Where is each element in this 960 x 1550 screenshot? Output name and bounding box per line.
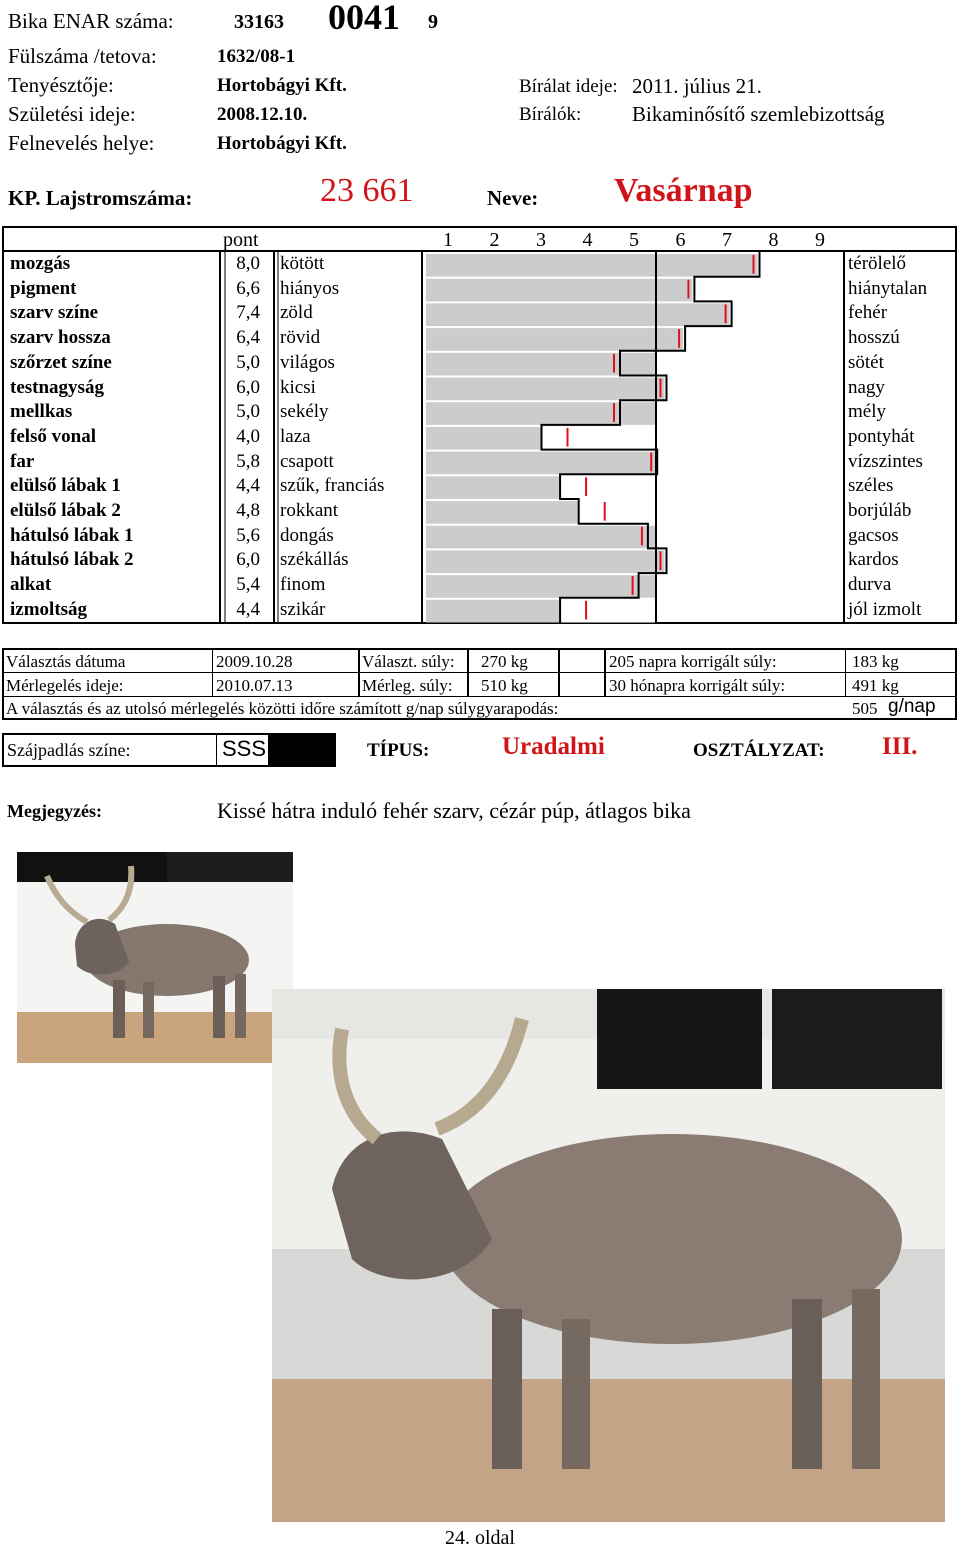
criterion-high-label: sötét [848,351,884,373]
criterion-low-label: kötött [280,253,325,274]
criterion-score: 5,8 [236,450,260,472]
criterion-name: far [10,450,35,472]
weighing-date-value: 2010.07.13 [216,676,293,695]
score-bar [542,427,657,450]
criterion-low-label: kicsi [280,376,316,398]
score-bar [560,600,656,623]
criterion-score: 5,6 [236,524,260,546]
criterion-score: 4,4 [236,475,260,497]
baseline-bar [426,526,656,549]
selection-weight-value: 270 kg [481,652,528,671]
criterion-high-label: gacsos [848,524,899,546]
criterion-low-label: csapott [280,450,334,472]
criterion-low-label: rokkant [280,500,339,521]
criterion-score: 6,4 [236,327,260,349]
weights-col-line [212,648,213,696]
palate-color-swatch [270,733,336,767]
palate-label: Szájpadlás színe: [7,740,131,760]
criterion-high-label: térölelő [848,253,907,274]
class-value: III. [882,733,918,760]
page-number: 24. oldal [445,1527,515,1549]
criterion-high-label: pontyhát [848,425,915,447]
criterion-low-label: laza [280,425,311,447]
judged-date-label: Bírálat ideje: [519,76,618,97]
selection-weight-label: Választ. súly: [362,652,455,671]
note-text: Kissé hátra induló fehér szarv, cézár púp, átlagos bika [217,798,691,823]
weighing-weight-label: Mérleg. súly: [362,676,453,695]
criterion-high-label: hiánytalan [848,277,928,299]
criterion-name: hátulsó lábak 2 [10,549,134,571]
class-label: OSZTÁLYZAT: [693,740,825,761]
weights-col-line [604,648,606,696]
corrected-205-value: 183 kg [852,652,899,671]
criterion-high-label: mély [848,401,886,423]
weights-col-line [558,648,560,696]
daily-gain-value: 505 [852,699,878,718]
criterion-name: izmoltság [10,598,88,620]
birth-date-label: Születési ideje: [8,102,136,126]
criterion-score: 6,6 [236,277,260,299]
criterion-high-label: borjúláb [848,500,912,521]
criterion-high-label: durva [848,574,892,596]
enar-number-2: 0041 [328,0,400,37]
score-bar [560,476,656,499]
criterion-name: felső vonal [10,425,97,447]
scale-label: 7 [722,229,732,251]
scale-label: 4 [582,229,593,251]
criterion-high-label: széles [848,475,894,497]
weighing-date-label: Mérlegelés ideje: [6,676,124,695]
criterion-score: 5,0 [236,351,260,373]
enar-number-1: 33163 [234,11,284,33]
criterion-low-label: sekély [280,401,329,423]
criterion-low-label: szikár [280,598,326,620]
palate-value: SSS [222,736,267,761]
type-value: Uradalmi [502,733,605,760]
criterion-low-label: zöld [280,302,313,324]
criterion-low-label: szűk, franciás [280,475,385,497]
criterion-low-label: világos [280,351,335,373]
criterion-high-label: fehér [848,302,888,324]
scale-label: 1 [443,229,453,251]
score-bar [656,254,758,277]
scale-label: 3 [536,229,546,251]
corrected-205-label: 205 napra korrigált súly: [609,652,777,671]
criterion-high-label: hosszú [848,327,900,349]
selection-date-value: 2009.10.28 [216,652,293,671]
criterion-high-label: kardos [848,549,899,571]
scale-label: 9 [815,229,825,251]
weights-divider-2 [2,696,957,697]
enar-label: Bika ENAR száma: [8,9,174,33]
animal-name: Vasárnap [614,172,753,209]
criterion-score: 5,4 [236,574,260,596]
name-label: Neve: [487,186,539,210]
weights-col-line [845,648,846,696]
breeder-label: Tenyésztője: [8,73,114,97]
weights-col-line [358,648,360,696]
criterion-score: 7,4 [236,302,260,324]
evaluation-chart [4,228,957,624]
score-header: pont [223,229,259,251]
score-bar [656,279,692,302]
criterion-low-label: rövid [280,327,321,349]
baseline-bar [426,452,656,475]
birth-date-value: 2008.12.10. [217,104,308,125]
daily-gain-unit: g/nap [888,696,936,717]
bull-photo-large [272,989,945,1522]
criterion-name: elülső lábak 2 [10,500,121,521]
criterion-low-label: székállás [280,549,349,571]
criterion-score: 4,8 [236,500,260,521]
criterion-high-label: jól izmolt [848,598,922,620]
judges-label: Bírálók: [519,104,582,125]
criterion-low-label: dongás [280,524,334,546]
baseline-bar [426,353,656,376]
raised-place-label: Felnevelés helye: [8,131,155,155]
criterion-name: szarv színe [10,302,99,324]
score-bar [656,303,730,326]
criterion-score: 4,4 [236,598,260,620]
criterion-name: hátulsó lábak 1 [10,524,134,546]
criterion-name: pigment [10,277,77,299]
criterion-name: mozgás [10,253,71,274]
criterion-high-label: nagy [848,376,885,398]
evaluation-table [2,226,957,624]
scale-label: 5 [629,229,639,251]
baseline-bar [426,402,656,425]
baseline-bar [426,328,656,351]
baseline-bar [426,303,656,326]
criterion-score: 5,0 [236,401,260,423]
score-bar [579,501,656,524]
palate-divider [216,733,217,767]
criterion-score: 4,0 [236,425,260,447]
daily-gain-label: A választás és az utolsó mérlegelés közötti időre számított g/nap súlygyarapodás: [6,699,559,718]
scale-label: 2 [489,229,500,251]
bull-photo-small [17,852,293,1063]
note-label: Megjegyzés: [7,801,102,821]
baseline-bar [426,575,656,598]
weighing-weight-value: 510 kg [481,676,528,695]
scale-label: 6 [675,229,686,251]
criterion-score: 6,0 [236,549,260,571]
criterion-name: szarv hossza [10,327,111,349]
judges-value: Bikaminősítő szemlebizottság [632,102,885,126]
criterion-low-label: hiányos [280,277,340,299]
scale-label: 8 [768,229,779,251]
kp-register-label: KP. Lajstromszáma: [8,186,193,210]
criterion-score: 6,0 [236,376,260,398]
criterion-name: testnagyság [10,376,104,398]
criterion-name: mellkas [10,401,73,423]
raised-place-value: Hortobágyi Kft. [217,133,347,154]
corrected-30-label: 30 hónapra korrigált súly: [609,676,786,695]
baseline-bar [426,254,656,277]
ear-tag-value: 1632/08-1 [217,46,296,67]
weights-col-line [467,648,469,696]
criterion-high-label: vízszintes [848,450,923,472]
baseline-bar [426,550,656,573]
corrected-30-value: 491 kg [852,676,899,695]
kp-register-value: 23 661 [320,172,414,209]
baseline-bar [426,279,656,302]
baseline-bar [426,378,656,401]
criterion-name: alkat [10,574,52,596]
criterion-name: elülső lábak 1 [10,475,121,497]
criterion-name: szőrzet színe [10,351,112,373]
type-label: TÍPUS: [367,740,430,761]
breeder-value: Hortobágyi Kft. [217,75,347,96]
judged-date-value: 2011. július 21. [632,74,762,98]
selection-date-label: Választás dátuma [6,652,126,671]
criterion-low-label: finom [280,574,326,596]
ear-tag-label: Fülszáma /tetova: [8,44,157,68]
weights-divider [2,672,957,673]
enar-number-3: 9 [428,11,438,33]
criterion-score: 8,0 [236,253,260,274]
